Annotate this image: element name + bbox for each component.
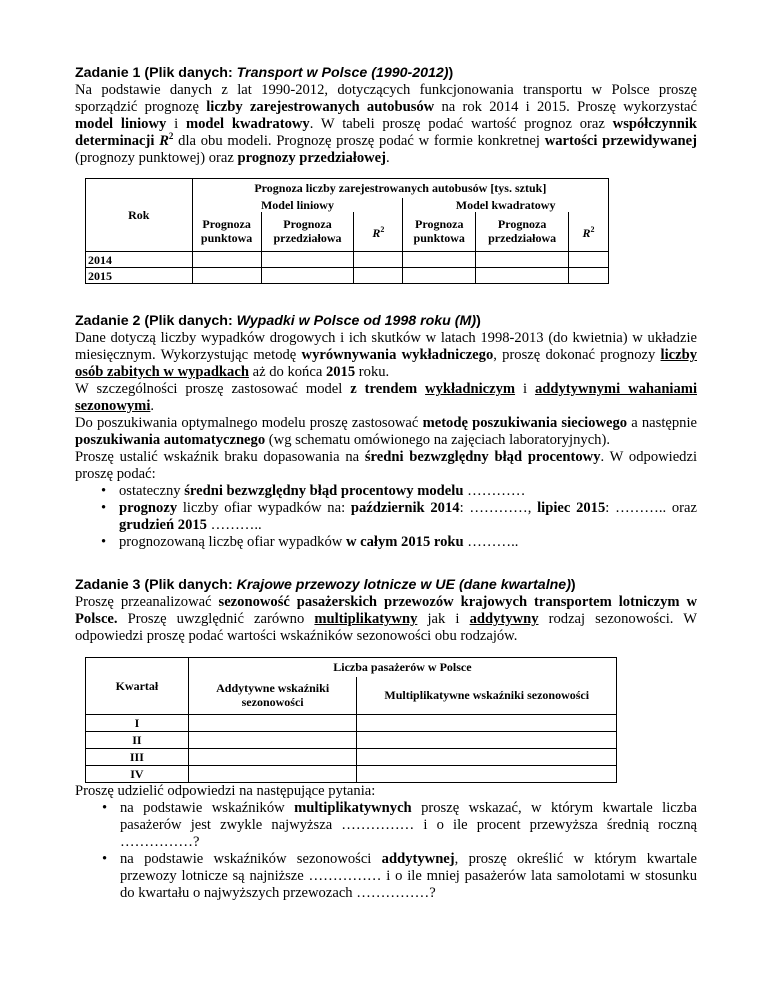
task3-question-list [75, 800, 697, 902]
quarter-label: IV [86, 766, 189, 783]
header-rok: Rok [86, 179, 193, 252]
task3-seasonality-table [85, 657, 617, 783]
task3-paragraph-2: Proszę udzielić odpowiedzi na następujące pytania: [75, 783, 376, 799]
task1-paragraph: Na podstawie danych z lat 1990-2012, dotyczących funkcjonowania transportu w Polsce proszę sporządzić prognozę liczby zarejestrowanych autobusów na rok 2014 i 2015. Proszę wykorzystać model liniowy i model kwadratowy. W tabeli proszę podać wartość prognoz oraz współczynnik determinacji $R^2$ dla obu modeli. Prognozę proszę podać w formie konkretnej wartości przewidywanej (prognozy punktowej) oraz prognozy przedziałowej. [75, 82, 697, 166]
task3-heading: Zadanie 3 (Plik danych: Krajowe przewozy lotnicze w UE (dane kwartalne)) [75, 577, 576, 593]
table-cell[interactable] [403, 252, 476, 268]
table-cell[interactable] [569, 268, 609, 284]
table-cell[interactable] [261, 268, 354, 284]
task3-title-file: Krajowe przewozy lotnicze w UE (dane kwartalne) [236, 577, 571, 593]
quarter-label: I [86, 715, 189, 732]
quarter-label: II [86, 732, 189, 749]
header-model-liniowy: Model liniowy [192, 198, 403, 212]
table-row [86, 715, 617, 732]
table-cell[interactable] [357, 715, 617, 732]
list-item: • prognozowaną liczbę ofiar wypadków w całym 2015 roku ……….. [119, 534, 697, 551]
table-cell[interactable] [192, 268, 261, 284]
table-cell[interactable] [354, 268, 403, 284]
task1-title-suffix: ) [448, 65, 454, 81]
header-pp-lin: Prognoza punktowa [192, 212, 261, 252]
task2-paragraph-4: Proszę ustalić wskaźnik braku dopasowania na średni bezwzględny błąd procentowy. W odpowiedzi proszę podać: [75, 449, 698, 482]
task1-forecast-table [85, 178, 609, 284]
task1-title-prefix: Zadanie 1 (Plik danych: [75, 65, 237, 81]
quarter-label: III [86, 749, 189, 766]
table-cell[interactable] [569, 252, 609, 268]
task1-title-file: Transport w Polsce (1990-2012) [236, 65, 449, 81]
header-r2-kw: $R^2$ [569, 212, 609, 252]
table-cell[interactable] [476, 268, 569, 284]
task3-paragraph-1: Proszę przeanalizować sezonowość pasażerskich przewozów krajowych transportem lotniczym w Polsce. Proszę uwzględnić zarówno multiplikatywny jak i addytywny rodzaj sezonowości. W odpowiedzi proszę podać wartości wskaźników sezonowości obu rodzajów. [75, 594, 698, 644]
table-cell[interactable] [403, 268, 476, 284]
list-item: • na podstawie wskaźników sezonowości addytywnej, proszę określić w którym kwartale przewozy lotnicze są najniższe …………… i o ile mniej pasażerów lata samolotami w stosunku do kwartału o najwyższych przewozach ……………? [120, 851, 697, 902]
table-cell[interactable] [188, 766, 357, 783]
header-kwartal: Kwartał [86, 658, 189, 715]
header-pz-lin: Prognoza przedziałowa [261, 212, 354, 252]
table-cell[interactable] [357, 732, 617, 749]
task2-paragraph-3: Do poszukiwania optymalnego modelu proszę zastosować metodę poszukiwania sieciowego a następnie poszukiwania automatycznego (wg schematu omówionego na zajęciach laboratoryjnych). [75, 415, 697, 448]
header-pz-kw: Prognoza przedziałowa [476, 212, 569, 252]
header-multiplikatywne: Multiplikatywne wskaźniki sezonowości [357, 677, 617, 715]
table-row [86, 268, 609, 284]
header-addytywne: Addytywne wskaźniki sezonowości [188, 677, 357, 715]
list-item: • na podstawie wskaźników multiplikatywnych proszę wskazać, w którym kwartale liczba pasażerów jest zwykle najwyższa …………… i o ile procent przewyższa średnią roczną ……………? [120, 800, 697, 851]
table-cell[interactable] [357, 766, 617, 783]
table-row [86, 252, 609, 268]
list-item: • ostateczny średni bezwzględny błąd procentowy modelu ………… [119, 483, 697, 500]
task2-paragraph-1: Dane dotyczą liczby wypadków drogowych i ich skutków w latach 1998-2013 (do kwietnia) w układzie miesięcznym. Wykorzystując metodę wyrównywania wykładniczego, proszę dokonać prognozy liczby osób zabitych w wypadkach aż do końca 2015 roku. [75, 330, 698, 380]
list-item: • prognozy liczby ofiar wypadków na: październik 2014: …………, lipiec 2015: ……….. oraz grudzień 2015 ……….. [119, 500, 697, 534]
year-2014: 2014 [86, 252, 193, 268]
header-r2-lin: $R^2$ [354, 212, 403, 252]
table-row [86, 766, 617, 783]
table-cell[interactable] [357, 749, 617, 766]
table-cell[interactable] [192, 252, 261, 268]
table-cell[interactable] [261, 252, 354, 268]
task2-answer-list [75, 483, 697, 551]
header-pp-kw: Prognoza punktowa [403, 212, 476, 252]
table-cell[interactable] [354, 252, 403, 268]
header-model-kwadratowy: Model kwadratowy [403, 198, 609, 212]
year-2015: 2015 [86, 268, 193, 284]
task2-heading: Zadanie 2 (Plik danych: Wypadki w Polsce od 1998 roku (M)) [75, 313, 481, 329]
table-cell[interactable] [188, 732, 357, 749]
table-row [86, 732, 617, 749]
task2-paragraph-2: W szczególności proszę zastosować model z trendem wykładniczym i addytywnymi wahaniami sezonowymi. [75, 381, 697, 414]
table-row [86, 749, 617, 766]
table-cell[interactable] [476, 252, 569, 268]
task1-heading [75, 64, 697, 82]
document-page [75, 64, 697, 902]
header-prognoza: Prognoza liczby zarejestrowanych autobusów [tys. sztuk] [192, 179, 608, 198]
table-cell[interactable] [188, 749, 357, 766]
table-cell[interactable] [188, 715, 357, 732]
header-liczba-pasazerow: Liczba pasażerów w Polsce [188, 658, 616, 677]
task2-title-file: Wypadki w Polsce od 1998 roku (M) [236, 313, 477, 329]
